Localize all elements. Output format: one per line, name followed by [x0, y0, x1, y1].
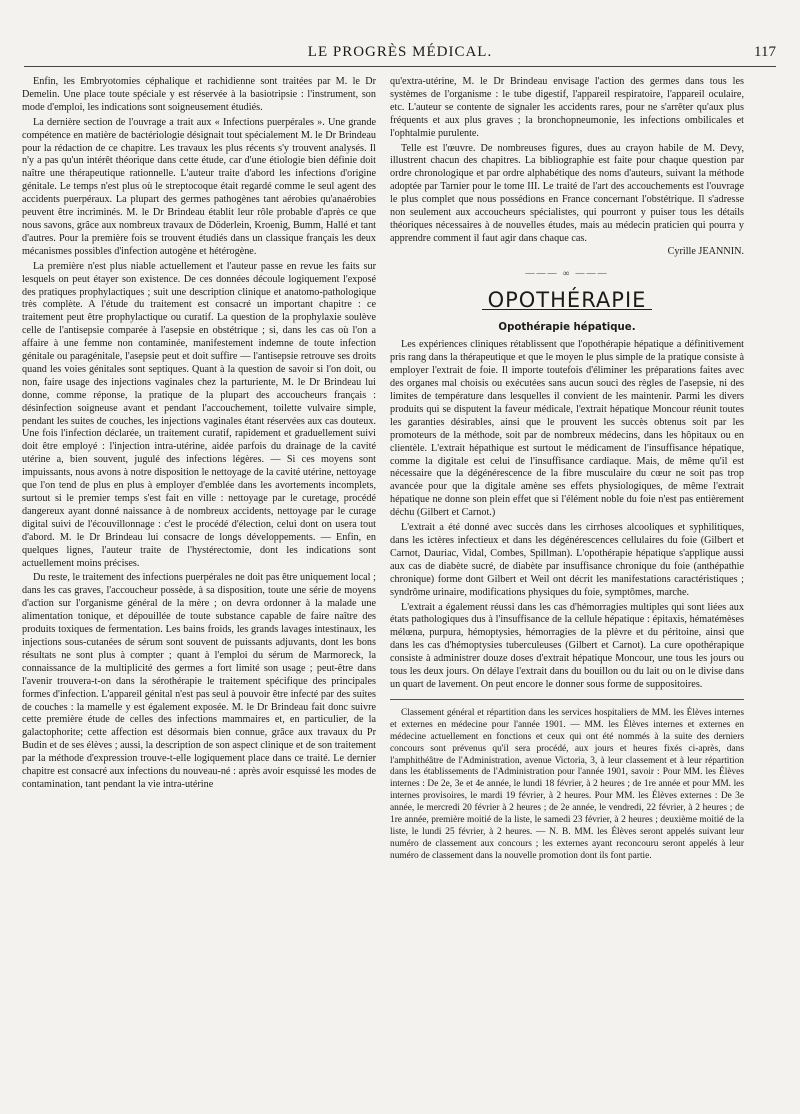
paragraph: Telle est l'œuvre. De nombreuses figures, dues au crayon habile de M. Devy, illustrent chacun des chapitres. La bibliographie est faite pour chaque question par ordre chronologique et par ordre alphabétique des noms d'auteurs, suivant la méthode adoptée par Tarnier pour le tome III. Le traité de l'art des accouchements est l'ouvrage le plus complet que nous possédions en France concernant l'obstétrique. Il s'adresse non seulement aux accoucheurs spécialistes, qui pourront y puiser tous les détails théoriques nécessaires à de nouvelles études, mais au médecin praticien qui pourra y apprendre comment il faut agir dans chaque cas.: [390, 142, 744, 244]
paragraph: La première n'est plus niable actuellement et l'auteur passe en revue les faits sur lesquels on peut étayer son existence. De ces données découle logiquement l'exposé des pratiques prophylactiques ; suit une description clinique et anatomo-pathologique très complète. A l'étude du traitement est consacré un important chapitre : ce traitement peut être prophylactique ou curatif. La question de la prophylaxie soulève celle de l'antisepsie comparée à l'asepsie en obstétrique ; si, dans les cas où l'on a affaire à une femme non contaminée, manifestement indemne de toute infection génitale ou paragénitale, l'asepsie peut et doit suffire — l'antisepsie retrouve ses droits quand les voies génitales sont septiques. Quant à la question de savoir si l'on doit, ou non, faire usage des injections vaginales chez la parturiente, M. le Dr Brindeau lui donne, comme réponse, la pratique de la plupart des accoucheurs français : désinfection soigneuse avant et pendant l'accouchement, toilette vulvaire simple, pendant les suites de couches, les injections vaginales étant réservées aux cas douteux. Une fois l'infection déclarée, un traitement curatif, rapidement et graduellement suivi doit être employé : l'injection intra-utérine, aidée parfois du drainage de la cavité utérine a, bien souvent, jugulé des infections légères. — Si ces moyens sont impuissants, nous avons à notre disposition le nettoyage de la cavité utérine, nettoyage que l'on tend de plus en plus à employer d'emblée dans les avortements incomplets, surtout si le premier temps s'est fait en ville : nettoyage par le curetage, procédé dangereux ayant donné naissance à de nombreux accidents, nettoyage par le curage digital suivi de l'écouvillonnage : c'est le procédé d'élection, celui dont on usera tout d'abord. M. le Dr Brindeau lui consacre de longs développements. — Enfin, en quelques lignes, l'auteur traite de l'hystérectomie, dont les indications sont actuellement moins précises.: [22, 260, 376, 569]
section-heading: [390, 288, 744, 316]
paragraph: L'extrait a également réussi dans les cas d'hémorragies multiples qui sont liées aux états pathologiques dus à l'insuffisance de la cellule hépatique : épitaxis, hématémèses mélœna, purpura, hémoptysies, hémorragies de la plèvre et du péritoine, ainsi que dans les cas d'hémoptysies tuberculeuses (Gilbert et Carnot). La cure opothérapique consiste à administrer douze doses d'extrait hépatique Moncour, une tous les jours ou tous les deux jours. On délaye l'extrait dans du bouillon ou du lait ou on le divise dans un quart de lavement. On peut encore le donner sous forme de suppositoires.: [390, 601, 744, 690]
administrative-notice: [390, 708, 744, 863]
paragraph: qu'extra-utérine, M. le Dr Brindeau envisage l'action des germes dans tous les systèmes de l'organisme : le tube digestif, l'appareil respiratoire, l'appareil oculaire, etc. L'auteur se contente de signaler les accidents rares, pour ne s'arrêter qu'aux plus fréquents et aux plus graves ; la bronchopneumonie, les infections ombilicales et l'ophtalmie purulente.: [390, 76, 744, 139]
left-column: [22, 76, 376, 794]
subsection-title: Opothérapie hépatique.: [498, 321, 636, 333]
notice-rule: [390, 699, 744, 700]
header-rule: [24, 66, 776, 67]
paragraph: L'extrait a été donné avec succès dans les cirrhoses alcooliques et syphilitiques, dans les ictères infectieux et dans les dégénérescences cellulaires du foie (Gilbert et Carnot, Dauriac, Vidal, Combes, Spillman). L'opothérapie hépatique s'applique aussi aux cas de diabète sucré, de diabète par insuffisance chronique du foie (anthépathie chronique) forme dont Gilbert et Weil ont décrit les manifestations caractéristiques ; syndrôme urinaire, modifications physiques du foie, symptômes, marche.: [390, 522, 744, 598]
paragraph: La dernière section de l'ouvrage a trait aux « Infections puerpérales ». Une grande compétence en matière de bactériologie désignait tout spécialement M. le Dr Brindeau pour la rédaction de ce chapitre. Les travaux les plus récents s'y trouvent analysés. Il n'y a pas qu'un intérêt théorique dans cette étude, car d'une étiologie bien définie doit naître une thérapeutique rationnelle. L'auteur traite d'abord les infections d'origine génitale. Le temps n'est plus où le streptocoque était regardé comme le seul agent des accidents puerpéraux. La plupart des germes pathogènes tant aérobies qu'anaérobies peuvent être incriminés. M. le Dr Brindeau établit leur rôle probable d'après ce que nous savons, grâce aux nombreux travaux de Döderlein, Kroenig, Bumm, Hallé et tant d'autres. Pour la première fois se trouvent étudiés dans un classique français les deux mécanismes possibles d'infection autogène et hétérogène.: [22, 116, 376, 257]
author-signature: Cyrille JEANNIN.: [667, 245, 744, 257]
paragraph: Du reste, le traitement des infections puerpérales ne doit pas être uniquement local ; dans les cas graves, l'accoucheur possède, à sa disposition, toute une série de moyens d'action sur l'organisme général de la mère ; on devra ordonner à la malade une alimentation tonique, et dépouillée de toute substance capable de faire naître des produits toxiques de fermentation. Les bains froids, les grands lavages intestinaux, les injections sous-cutanées de sérum sont souvent de puissants adjuvants, dont les bons résultats ne sont plus à compter ; quant à l'emploi du sérum de Marmoreck, la connaissance de la multiplicité des germes a fort limité son usage ; peut-être dans l'avenir trouvera-t-on dans la sérothérapie le traitement spécifique des principales formes d'infection. L'appareil génital n'est pas seul à pouvoir être infecté par des suites de couches : la mamelle y est également exposée. M. le Dr Brindeau fait donc suivre cette première étude de celles des infections mammaires et, en particulier, de la galactophorite; cette affection est désormais bien connue, grâce aux travaux du Pr Budin et de ses élèves ; aussi, la description de son aspect clinique et de son traitement par la méthode d'expression trouve-t-elle logiquement place dans ce traité. Le dernier chapitre est consacré aux infections du nouveau-né : après avoir esquissé les modes de contamination, tant pendant la vie intra-utérine: [22, 572, 376, 790]
paragraph: Les expériences cliniques rétablissent que l'opothérapie hépatique a définitivement pris rang dans la thérapeutique et que le moyen le plus simple de la pratique consiste à employer l'extrait de foie. Il importe toutefois d'éliminer les préparations faites avec des organes mal choisis ou exécutées sans aucun souci des règles de l'asepsie, ni des limites de température dans lesquelles il convient de les maintenir. Parmi les divers produits qui se disputent la faveur médicale, l'extrait hépatique Moncour réunit toutes les garanties désirables, ainsi que le prouvent les succès obtenus soit par les promoteurs de la méthode, soit par de nombreux médecins, dans les hôpitaux ou en clientèle. L'extrait hépathique est surtout le médicament de l'insuffisance hépatique, comme la digitale est celui de l'insuffisance cardiaque. Mais, de même qu'il est nécessaire que la dégénérescence de la fibre musculaire du cœur ne soit pas trop avancée pour que la digitale amène ses effets physiologiques, de même l'extrait hépatique ne donne son plein effet que si l'élément noble du foie n'est pas entièrement déchu (Gilbert et Carnot.): [390, 339, 744, 519]
running-title: LE PROGRÈS MÉDICAL.: [307, 44, 493, 60]
page-number: 117: [754, 44, 776, 60]
page-header: [24, 44, 776, 66]
section-divider: ——— ∞ ———: [525, 267, 609, 278]
notice-text: Classement général et répartition dans les services hospitaliers de MM. les Élèves internes et externes en médecine pour l'année 1901. — MM. les Élèves internes et externes en médecine actuellement en fonctions et ceux qui ont été nommés à la suite des derniers concours sont prévenus qu'il sera procédé, aux jours et heures fixés ci-après, dans l'amphithéâtre de l'Administration, avenue Victoria, 3, à leur classement et à leur répartition dans les établissements de l'Administration pour l'année 1901, savoir : Pour MM. les Élèves internes : De 2e, 3e et 4e année, le lundi 18 février, à 2 heures ; de 1re année et pour MM. les internes provisoires, le mardi 19 février, à 2 heures. Pour MM. les Élèves externes : De 3e année, le mercredi 20 février à 2 heures ; de 2e année, le vendredi, 22 février, à 2 heures ; de 1re année, première moitié de la liste, le samedi 23 février, à 2 heures ; deuxième moitié de la liste, le lundi 25 février, à 2 heures. — N. B. MM. les Élèves seront appelés suivant leur numéro de classement aux concours ; les externes ayant reconcouru seront appelés à leur numéro de classement dans la nouvelle promotion dont ils font partie.: [390, 707, 744, 861]
section-title: OPOTHÉRAPIE: [482, 294, 653, 310]
right-column: [390, 76, 744, 863]
paragraph: Enfin, les Embryotomies céphalique et rachidienne sont traitées par M. le Dr Demelin. Une place toute spéciale y est réservée à la basiotripsie : l'instrument, son mode d'emploi, les indications sont soigneusement étudiés.: [22, 76, 376, 113]
